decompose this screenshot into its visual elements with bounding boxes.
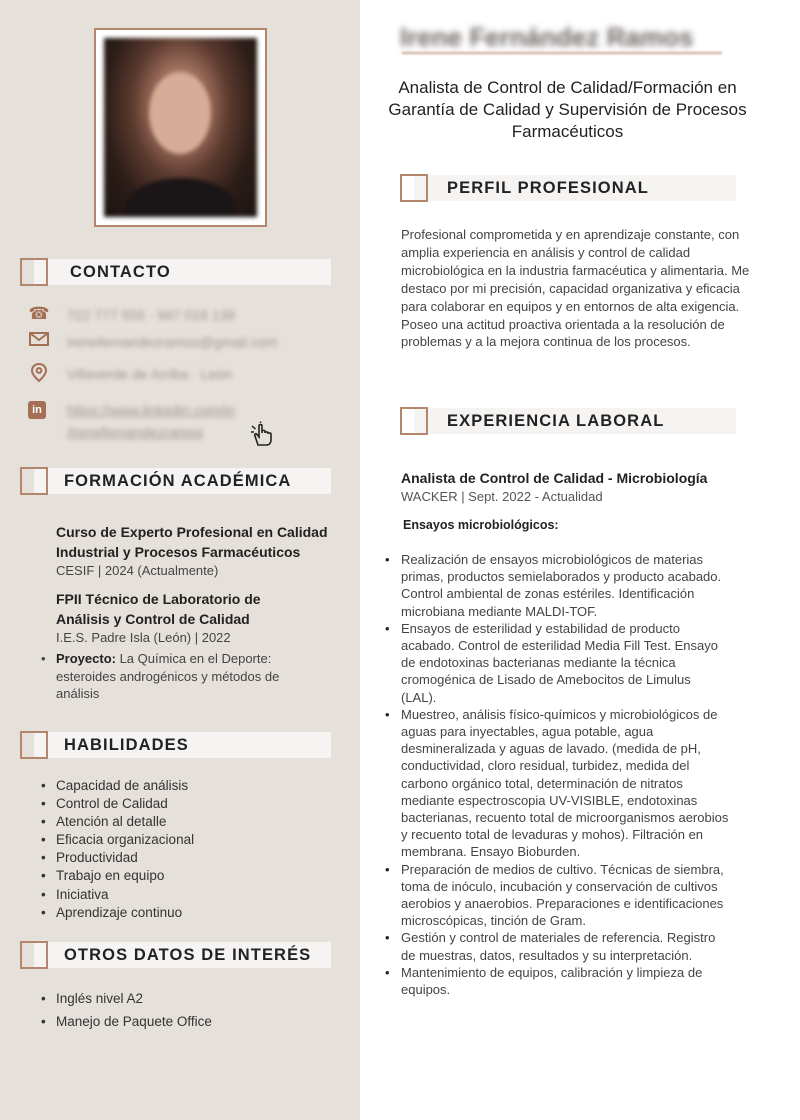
contact-phone-row <box>28 304 235 326</box>
list-item: • Gestión y control de materiales de referencia. Registro de muestras, datos, resultados y su interpretación. <box>384 929 729 963</box>
education-item-1-title: Curso de Experto Profesional en Calidad Industrial y Procesos Farmacéuticos <box>56 524 328 560</box>
location-icon <box>28 363 50 385</box>
photo-face <box>149 72 211 154</box>
linkedin-line1[interactable]: https://www.linkedin.com/in <box>67 402 236 418</box>
contact-email[interactable]: irenefernandezramos@gmail.com <box>67 334 278 350</box>
section-square-icon <box>20 941 48 969</box>
contact-email-row <box>28 331 277 353</box>
profile-heading: PERFIL PROFESIONAL <box>447 179 649 197</box>
name-underline <box>402 52 722 54</box>
contact-location-row <box>28 363 232 385</box>
contact-heading: CONTACTO <box>70 263 171 281</box>
list-item: • Ensayos de esterilidad y estabilidad de producto acabado. Control de esterilidad Media Fill Test. Ensayo de endotoxinas bacterianas mediante la técnica cromogénica de Lisado de Amebocitos de Limulus (LAL). <box>384 620 729 706</box>
sidebar <box>0 0 360 1120</box>
contact-linkedin-row <box>28 399 235 443</box>
experience-section-label: Ensayos microbiológicos: <box>403 518 559 532</box>
candidate-name: Irene Fernández Ramos <box>400 22 694 52</box>
skills-section-header <box>20 732 331 758</box>
profile-section-header <box>400 175 736 201</box>
section-square-icon <box>20 731 48 759</box>
experience-heading: EXPERIENCIA LABORAL <box>447 412 665 430</box>
list-item: • Trabajo en equipo <box>40 867 194 885</box>
profile-text: Profesional comprometida y en aprendizaje constante, con amplia experiencia en análisis y control de calidad microbiológica en la industria farmacéutica y alimentaria. Me destaco por mi precisión, capacidad organizativa y eficacia para colaborar en equipos y en entornos de alta exigencia. Poseo una actitud proactiva orientada a la resolución de problemas y a la mejora continua de los procesos. <box>401 227 750 350</box>
contact-phone: 722 777 555 · 987 018 138 <box>67 307 236 323</box>
other-heading: OTROS DATOS DE INTERÉS <box>64 946 312 964</box>
list-item: • Realización de ensayos microbiológicos de materias primas, productos semielaborados y producto acabado. Control ambiental de zonas estériles. Identificación microbiana mediante MALDI-TOF. <box>384 551 729 620</box>
section-square-icon <box>400 407 428 435</box>
project-label: Proyecto: <box>56 651 116 666</box>
list-item: • Iniciativa <box>40 886 194 904</box>
education-heading: FORMACIÓN ACADÉMICA <box>64 472 292 490</box>
job-title: Analista de Control de Calidad/Formación en Garantía de Calidad y Supervisión de Procesos Farmacéuticos <box>388 78 747 141</box>
list-item: • Control de Calidad <box>40 795 194 813</box>
project-text: La Química en el Deporte: esteroides androgénicos y métodos de análisis <box>56 651 280 701</box>
photo-shoulder <box>126 178 236 217</box>
list-item: • Muestreo, análisis físico-químicos y microbiológicos de aguas para inyectables, agua potable, agua desmineralizada y aguas de lavado. (medida de pH, conductividad, cloro residual, turbidez, medida del carbono orgánico total, determinación de nitratos mediante espectroscopia UV-VISIBLE, endotoxinas bacterianas, recuento total de microorganismos aerobios y recuento total de levaduras y mohos). Filtración en membrana. Ensayo Bioburden. <box>384 706 729 861</box>
profile-photo <box>104 38 257 217</box>
list-item: • Eficacia organizacional <box>40 831 194 849</box>
section-square-icon <box>20 467 48 495</box>
list-item: • Aprendizaje continuo <box>40 904 194 922</box>
list-item: • Mantenimiento de equipos, calibración y limpieza de equipos. <box>384 964 729 998</box>
list-item: • Manejo de Paquete Office <box>40 1010 212 1033</box>
linkedin-line2[interactable]: /irenefernandezramos <box>67 424 204 440</box>
list-item: • Preparación de medios de cultivo. Técnicas de siembra, toma de inóculo, incubación y conservación de cultivos aerobios y anaerobios. Preparaciones e identificaciones microscópicas, tinción de Gram. <box>384 861 729 930</box>
list-item: • Atención al detalle <box>40 813 194 831</box>
experience-list <box>384 551 729 998</box>
list-item: • Productividad <box>40 849 194 867</box>
contact-section-header <box>20 259 331 285</box>
experience-title: Analista de Control de Calidad - Microbiología <box>401 470 708 486</box>
skills-list <box>40 777 194 922</box>
phone-icon: ☎ <box>28 304 50 323</box>
mail-icon <box>28 331 50 353</box>
linkedin-link[interactable] <box>67 399 235 443</box>
list-item: • Capacidad de análisis <box>40 777 194 795</box>
linkedin-icon: in <box>28 399 50 421</box>
education-item-1-subtitle: CESIF | 2024 (Actualmente) <box>56 563 219 578</box>
section-square-icon <box>20 258 48 286</box>
education-project <box>40 650 310 703</box>
contact-location: Villaverde de Arriba · León <box>67 366 232 382</box>
education-item-2-title: FPII Técnico de Laboratorio de Análisis y Control de Calidad <box>56 591 261 627</box>
skills-heading: HABILIDADES <box>64 736 189 754</box>
education-section-header <box>20 468 331 494</box>
pointer-hand-icon <box>249 421 279 453</box>
experience-subtitle: WACKER | Sept. 2022 - Actualidad <box>401 489 603 504</box>
experience-section-header <box>400 408 736 434</box>
list-item: • Inglés nivel A2 <box>40 987 212 1010</box>
profile-photo-frame <box>94 28 267 227</box>
education-item-2-subtitle: I.E.S. Padre Isla (León) | 2022 <box>56 630 231 645</box>
other-list <box>40 987 212 1033</box>
section-square-icon <box>400 174 428 202</box>
other-section-header <box>20 942 331 968</box>
